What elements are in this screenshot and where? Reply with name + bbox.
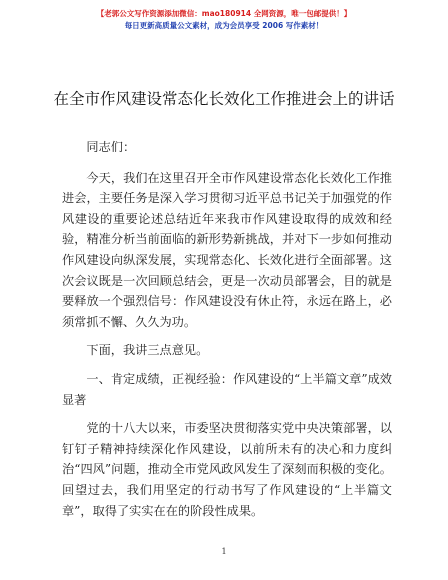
promo-banner [0, 8, 448, 32]
page-number: 1 [221, 547, 227, 556]
paragraph-outline: 下面，我讲三点意见。 [86, 343, 209, 358]
promo-banner-line-1: 【老郭公文写作资源添加微信：mao180914 全网资源，唯一包邮提供！】 [96, 9, 352, 18]
paragraph-section-1: 党的十八大以来，市委坚决贯彻落实党中央决策部署，以钉钉子精神持续深化作风建设，以前所未有的决心和力度纠治“四风”问题，推动全市党风政风发生了深刻而积极的变化。回望过去，我们用坚定的行动书写了作风建设的“上半篇文章”，取得了实实在在的阶段性成果。 [62, 421, 392, 518]
promo-banner-line-2: 每日更新高质量公文素材，成为会员享受 2006 写作素材！ [124, 21, 324, 30]
salutation: 同志们： [86, 140, 136, 154]
paragraph-intro: 今天，我们在这里召开全市作风建设常态化长效化工作推进会，主要任务是深入学习贯彻习近平总书记关于加强党的作风建设的重要论述总结近年来我市作风建设取得的成效和经验，精准分析当前面临的新形势新挑战，并对下一步如何推动作风建设向纵深发展，实现常态化、长效化进行全面部署。这次会议既是一次回顾总结会，更是一次动员部署会，目的就是要释放一个强烈信号：作风建设没有休止符，永远在路上，必须常抓不懈、久久为功。 [62, 170, 392, 329]
document-body [62, 137, 392, 529]
document-title: 在全市作风建设常态化长效化工作推进会上的讲话 [53, 90, 395, 108]
section-heading-1: 一、肯定成绩，正视经验：作风建设的“上半篇文章”成效显著 [62, 371, 392, 407]
